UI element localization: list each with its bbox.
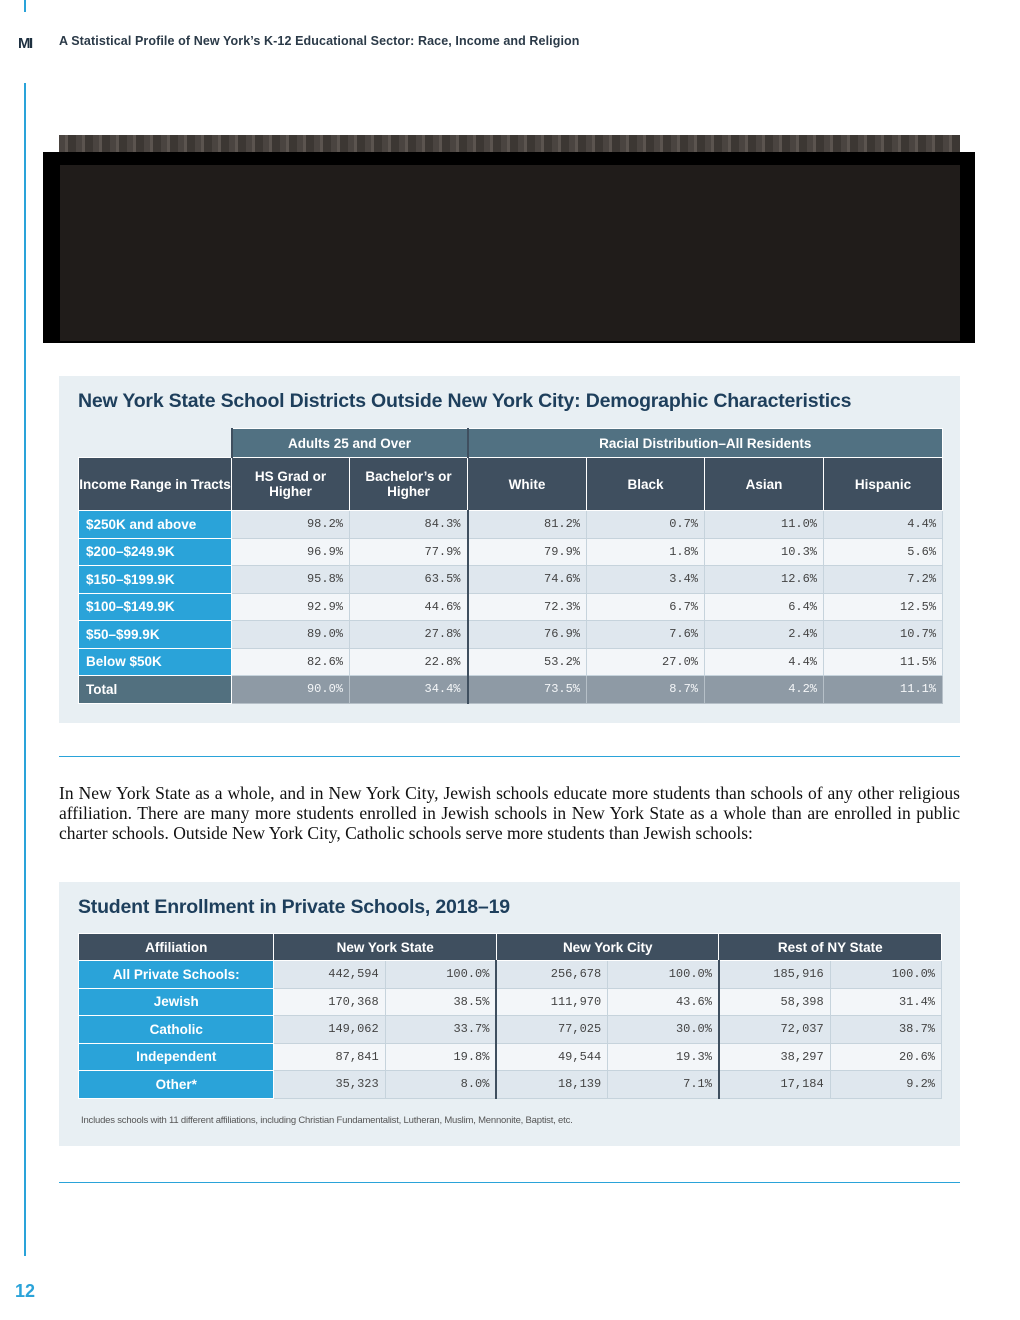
table-cell: 7.6% xyxy=(587,621,705,649)
table-cell: 72,037 xyxy=(719,1016,830,1044)
table-row xyxy=(79,1071,942,1099)
table-cell: 2.4% xyxy=(705,621,824,649)
table-cell: 185,916 xyxy=(719,961,830,989)
col-header-income: Income Range in Tracts xyxy=(79,458,232,511)
table-cell: 0.7% xyxy=(587,511,705,539)
table-cell: 149,062 xyxy=(274,1016,385,1044)
total-cell: 90.0% xyxy=(232,676,350,704)
table-row xyxy=(79,648,943,676)
table-cell: 43.6% xyxy=(608,988,719,1016)
table-cell: 442,594 xyxy=(274,961,385,989)
table-cell: 27.0% xyxy=(587,648,705,676)
table-row xyxy=(79,1016,942,1044)
table-cell: 84.3% xyxy=(350,511,468,539)
table-cell: 38.5% xyxy=(385,988,496,1016)
table-cell: 8.0% xyxy=(385,1071,496,1099)
table-row xyxy=(79,988,942,1016)
table-footnote: Includes schools with 11 different affiliations, including Christian Fundamentalist, Lutheran, Muslim, Mennonite, Baptist, etc. xyxy=(81,1115,573,1126)
table-row xyxy=(79,1043,942,1071)
table-cell: 98.2% xyxy=(232,511,350,539)
section-divider xyxy=(59,1182,960,1183)
running-header: A Statistical Profile of New York’s K-12 Educational Sector: Race, Income and Religion xyxy=(59,34,580,48)
table-cell: 22.8% xyxy=(350,648,468,676)
table-cell: 53.2% xyxy=(468,648,587,676)
table-cell: 63.5% xyxy=(350,566,468,594)
table-cell: 82.6% xyxy=(232,648,350,676)
row-label: $150–$199.9K xyxy=(79,566,232,594)
col-header-white: White xyxy=(468,458,587,511)
col-header-black: Black xyxy=(587,458,705,511)
table-cell: 6.7% xyxy=(587,593,705,621)
table-cell: 12.6% xyxy=(705,566,824,594)
table-cell: 100.0% xyxy=(830,961,941,989)
col-header-nyc: New York City xyxy=(496,934,719,961)
table-cell: 100.0% xyxy=(608,961,719,989)
table-cell: 12.5% xyxy=(824,593,943,621)
table-row xyxy=(79,566,943,594)
row-label: All Private Schools: xyxy=(79,961,274,989)
table-cell: 87,841 xyxy=(274,1043,385,1071)
enrollment-table xyxy=(78,933,942,1099)
row-label: Below $50K xyxy=(79,648,232,676)
total-row xyxy=(79,676,943,704)
publisher-logo: MI xyxy=(18,35,32,52)
table-cell: 100.0% xyxy=(385,961,496,989)
table-cell: 38,297 xyxy=(719,1043,830,1071)
redaction-inner xyxy=(60,165,960,341)
total-cell: 34.4% xyxy=(350,676,468,704)
total-label: Total xyxy=(79,676,232,704)
table-cell: 170,368 xyxy=(274,988,385,1016)
total-cell: 11.1% xyxy=(824,676,943,704)
col-header-bachelors: Bachelor’s or Higher xyxy=(350,458,468,511)
row-label: $250K and above xyxy=(79,511,232,539)
enrollment-panel xyxy=(59,882,960,1146)
table-cell: 11.5% xyxy=(824,648,943,676)
table-cell: 17,184 xyxy=(719,1071,830,1099)
row-label: Other* xyxy=(79,1071,274,1099)
table-cell: 74.6% xyxy=(468,566,587,594)
row-label: $50–$99.9K xyxy=(79,621,232,649)
table-cell: 5.6% xyxy=(824,538,943,566)
table-cell: 111,970 xyxy=(496,988,607,1016)
table-cell: 19.3% xyxy=(608,1043,719,1071)
col-header-rest: Rest of NY State xyxy=(719,934,942,961)
page-number: 12 xyxy=(15,1281,36,1301)
table-cell: 31.4% xyxy=(830,988,941,1016)
table-cell: 4.4% xyxy=(824,511,943,539)
table-cell: 20.6% xyxy=(830,1043,941,1071)
col-header-hs: HS Grad or Higher xyxy=(232,458,350,511)
margin-rule-top xyxy=(24,0,26,12)
group-header-adults: Adults 25 and Over xyxy=(232,429,468,458)
table-row xyxy=(79,621,943,649)
table-cell: 256,678 xyxy=(496,961,607,989)
col-header-nys: New York State xyxy=(274,934,497,961)
table-row xyxy=(79,593,943,621)
table-cell: 11.0% xyxy=(705,511,824,539)
blank-header-cell xyxy=(79,429,232,458)
col-header-affiliation: Affiliation xyxy=(79,934,274,961)
table-row xyxy=(79,511,943,539)
table-cell: 7.1% xyxy=(608,1071,719,1099)
table-cell: 77.9% xyxy=(350,538,468,566)
col-header-hispanic: Hispanic xyxy=(824,458,943,511)
body-paragraph: In New York State as a whole, and in New York City, Jewish schools educate more students than schools of any other religious affiliation. There are many more students enrolled in Jewish schools in New York State as a whole than are enrolled in public charter schools. Outside New York City, Catholic schools serve more students than Jewish schools: xyxy=(59,783,960,843)
col-header-asian: Asian xyxy=(705,458,824,511)
table-cell: 49,544 xyxy=(496,1043,607,1071)
table-cell: 33.7% xyxy=(385,1016,496,1044)
table-cell: 18,139 xyxy=(496,1071,607,1099)
total-cell: 4.2% xyxy=(705,676,824,704)
row-label: Independent xyxy=(79,1043,274,1071)
table-row xyxy=(79,961,942,989)
demographics-table xyxy=(78,428,943,704)
table-cell: 44.6% xyxy=(350,593,468,621)
table-cell: 58,398 xyxy=(719,988,830,1016)
table-cell: 38.7% xyxy=(830,1016,941,1044)
table-cell: 9.2% xyxy=(830,1071,941,1099)
table-cell: 10.3% xyxy=(705,538,824,566)
enrollment-table-title: Student Enrollment in Private Schools, 2018–19 xyxy=(78,896,510,918)
table-cell: 72.3% xyxy=(468,593,587,621)
row-label: $200–$249.9K xyxy=(79,538,232,566)
margin-rule xyxy=(24,83,26,1256)
table-row xyxy=(79,538,943,566)
demographics-panel xyxy=(59,376,960,723)
table-cell: 6.4% xyxy=(705,593,824,621)
table-cell: 1.8% xyxy=(587,538,705,566)
table-cell: 96.9% xyxy=(232,538,350,566)
row-label: $100–$149.9K xyxy=(79,593,232,621)
demographics-table-title: New York State School Districts Outside New York City: Demographic Characteristics xyxy=(78,390,852,412)
total-cell: 73.5% xyxy=(468,676,587,704)
table-cell: 95.8% xyxy=(232,566,350,594)
row-label: Catholic xyxy=(79,1016,274,1044)
group-header-racial: Racial Distribution–All Residents xyxy=(468,429,943,458)
table-cell: 3.4% xyxy=(587,566,705,594)
table-cell: 19.8% xyxy=(385,1043,496,1071)
table-cell: 81.2% xyxy=(468,511,587,539)
row-label: Jewish xyxy=(79,988,274,1016)
table-cell: 4.4% xyxy=(705,648,824,676)
total-cell: 8.7% xyxy=(587,676,705,704)
table-cell: 92.9% xyxy=(232,593,350,621)
table-cell: 77,025 xyxy=(496,1016,607,1044)
photo-visible-strip xyxy=(59,135,960,153)
table-cell: 10.7% xyxy=(824,621,943,649)
table-cell: 27.8% xyxy=(350,621,468,649)
table-cell: 76.9% xyxy=(468,621,587,649)
table-cell: 7.2% xyxy=(824,566,943,594)
table-cell: 79.9% xyxy=(468,538,587,566)
section-divider xyxy=(59,756,960,757)
table-cell: 89.0% xyxy=(232,621,350,649)
table-cell: 35,323 xyxy=(274,1071,385,1099)
table-cell: 30.0% xyxy=(608,1016,719,1044)
